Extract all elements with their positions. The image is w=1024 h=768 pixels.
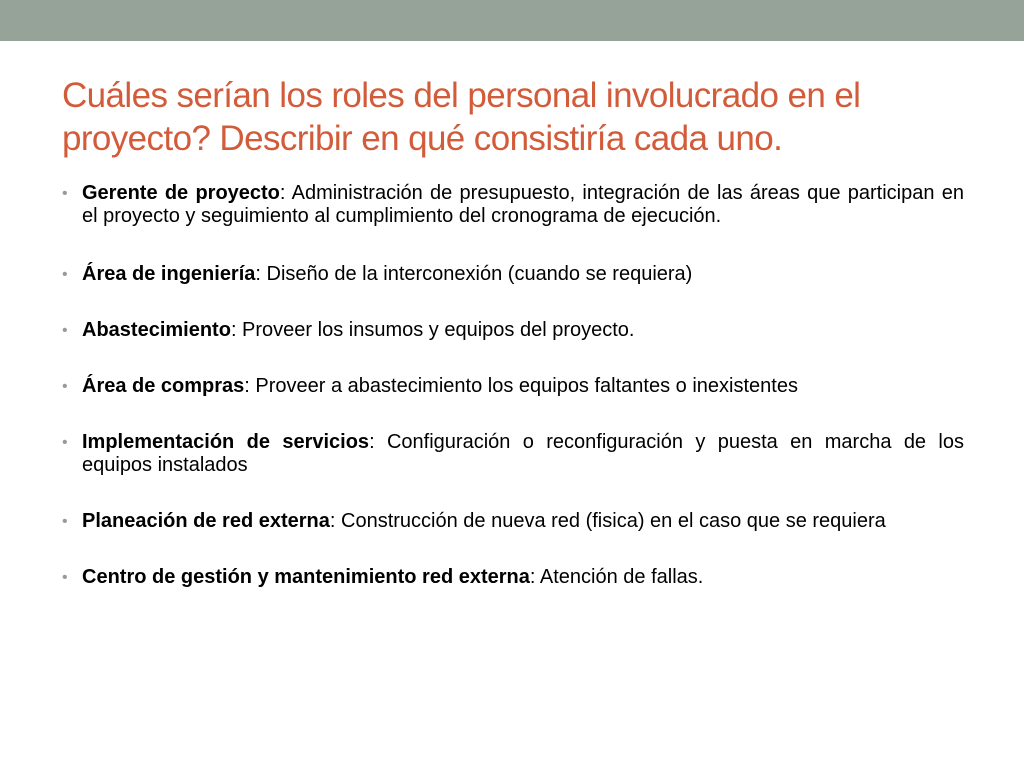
bullet-marker: • (62, 185, 68, 202)
bullet-description: : Diseño de la interconexión (cuando se requiera) (255, 263, 693, 285)
bullet-description: : Proveer a abastecimiento los equipos faltantes o inexistentes (244, 375, 798, 397)
bullet-marker: • (62, 569, 68, 586)
bullet-description: : Proveer los insumos y equipos del proyecto. (230, 319, 635, 341)
bullet-term: Abastecimiento (82, 319, 231, 341)
top-bar (0, 0, 1024, 41)
bullet-item-ingenieria (62, 263, 964, 286)
bullet-term: Gerente de proyecto (82, 182, 280, 204)
bullet-item-implementacion (62, 431, 964, 477)
bullet-term: Área de ingeniería (82, 263, 256, 285)
bullet-term: Planeación de red externa (82, 510, 330, 532)
slide-title: Cuáles serían los roles del personal involucrado en el proyecto? Describir en qué consistiría cada uno. (62, 76, 861, 158)
bullet-marker: • (62, 266, 68, 283)
bullet-term: Implementación de servicios (82, 431, 370, 453)
bullet-description: : Construcción de nueva red (fisica) en el caso que se requiera (329, 510, 886, 532)
bullet-item-gerente (62, 182, 964, 228)
bullet-item-centro-gestion (62, 566, 964, 589)
bullet-marker: • (62, 513, 68, 530)
bullet-list (62, 182, 964, 589)
bullet-item-planeacion (62, 510, 964, 533)
bullet-marker: • (62, 378, 68, 395)
bullet-item-abastecimiento (62, 319, 964, 342)
bullet-term: Centro de gestión y mantenimiento red externa (82, 566, 530, 588)
bullet-marker: • (62, 434, 68, 451)
bullet-description: : Configuración o reconfiguración y puesta en marcha de los equipos instalados (82, 431, 964, 476)
bullet-item-compras (62, 375, 964, 398)
bullet-term: Área de compras (82, 375, 245, 397)
bullet-description: : Atención de fallas. (529, 566, 704, 588)
bullet-description: : Administración de presupuesto, integración de las áreas que participan en el proyecto y seguimiento al cumplimiento del cronograma de ejecución. (82, 182, 964, 227)
bullet-marker: • (62, 322, 68, 339)
